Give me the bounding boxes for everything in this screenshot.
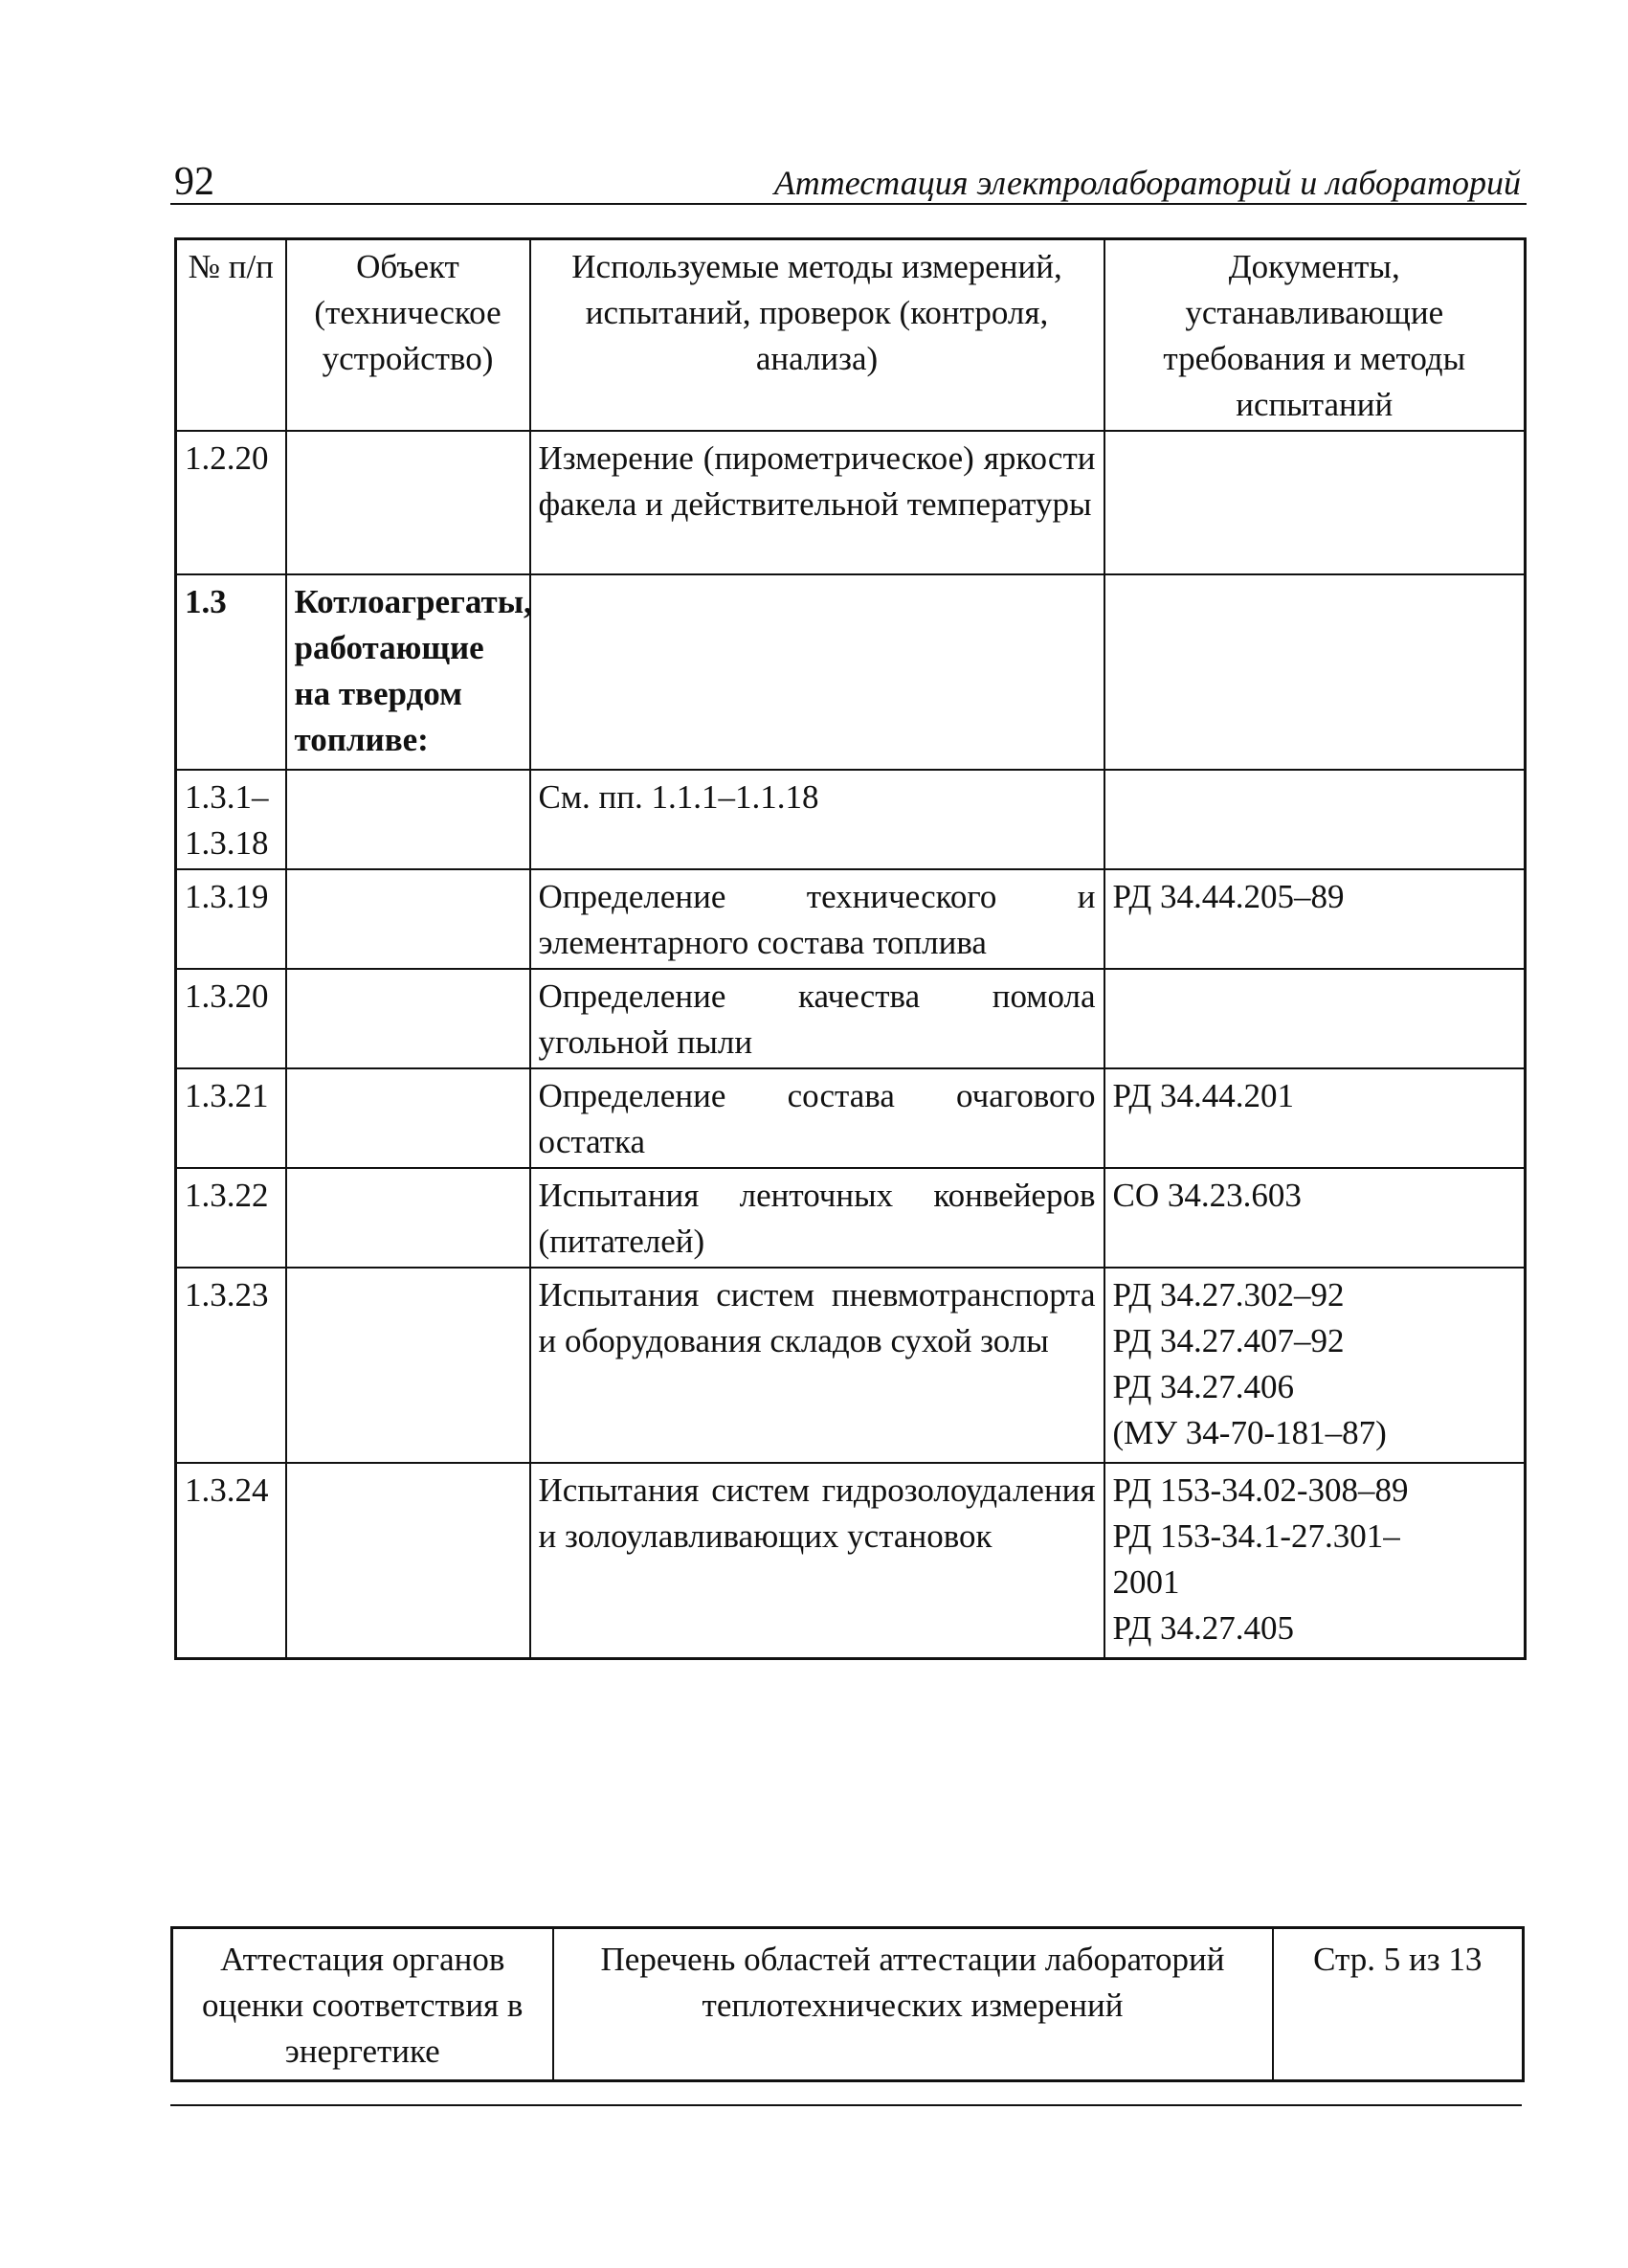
table-row bbox=[176, 1463, 1526, 1658]
document-reference: РД 153-34.1-27.301– bbox=[1112, 1517, 1400, 1555]
row-number: 1.2.20 bbox=[176, 431, 286, 574]
table-row bbox=[176, 1268, 1526, 1463]
table-row bbox=[176, 969, 1526, 1068]
document-reference: РД 34.27.406 bbox=[1112, 1368, 1294, 1405]
row-documents bbox=[1104, 969, 1526, 1068]
document-reference: 2001 bbox=[1112, 1563, 1180, 1601]
row-method: Измерение (пирометрическое) яркости факела и действительной температуры bbox=[530, 431, 1104, 574]
row-number: 1.3.24 bbox=[176, 1463, 286, 1658]
column-header-number: № п/п bbox=[176, 239, 286, 432]
document-reference: РД 34.27.405 bbox=[1112, 1609, 1294, 1647]
row-object bbox=[286, 1068, 530, 1168]
table-row bbox=[176, 574, 1526, 770]
document-reference: (МУ 34-70-181–87) bbox=[1112, 1414, 1387, 1451]
table-row bbox=[176, 869, 1526, 969]
row-object bbox=[286, 869, 530, 969]
table-row bbox=[176, 1068, 1526, 1168]
row-method bbox=[530, 574, 1104, 770]
row-method: Испытания ленточных конвейеров (питателей) bbox=[530, 1168, 1104, 1268]
row-number: 1.3 bbox=[176, 574, 286, 770]
row-object bbox=[286, 969, 530, 1068]
row-object bbox=[286, 770, 530, 869]
row-method: Определение технического и элементарного состава топлива bbox=[530, 869, 1104, 969]
row-documents bbox=[1104, 1463, 1526, 1658]
running-title: Аттестация электролабораторий и лабораторий bbox=[773, 164, 1521, 202]
row-number: 1.3.22 bbox=[176, 1168, 286, 1268]
row-method: Испытания систем пневмотранспорта и оборудования складов сухой золы bbox=[530, 1268, 1104, 1463]
row-documents bbox=[1104, 770, 1526, 869]
footer-document-title: Перечень областей аттестации лабораторий теплотехнических измерений bbox=[553, 1928, 1273, 2081]
document-reference: РД 34.44.205–89 bbox=[1112, 878, 1345, 915]
row-number: 1.3.1–1.3.18 bbox=[176, 770, 286, 869]
document-reference: РД 153-34.02-308–89 bbox=[1112, 1471, 1409, 1509]
row-object bbox=[286, 1168, 530, 1268]
row-number: 1.3.21 bbox=[176, 1068, 286, 1168]
document-footer bbox=[170, 1926, 1525, 2082]
footer-organization: Аттестация органов оценки соответствия в энергетике bbox=[172, 1928, 553, 2081]
row-object: Котлоагрегаты, работающие на твердом топливе: bbox=[286, 574, 530, 770]
column-header-documents: Документы, устанавливающие требования и методы испытаний bbox=[1104, 239, 1526, 432]
row-documents bbox=[1104, 431, 1526, 574]
row-object bbox=[286, 1463, 530, 1658]
table-row bbox=[176, 770, 1526, 869]
footer-divider bbox=[170, 2104, 1522, 2106]
page-header bbox=[170, 153, 1527, 205]
row-documents bbox=[1104, 574, 1526, 770]
column-header-methods: Используемые методы измерений, испытаний, проверок (контроля, анализа) bbox=[530, 239, 1104, 432]
row-number: 1.3.19 bbox=[176, 869, 286, 969]
row-documents bbox=[1104, 869, 1526, 969]
row-object bbox=[286, 431, 530, 574]
row-object bbox=[286, 1268, 530, 1463]
document-reference: РД 34.44.201 bbox=[1112, 1077, 1294, 1114]
footer-page-indicator: Стр. 5 из 13 bbox=[1273, 1928, 1524, 2081]
document-reference: СО 34.23.603 bbox=[1112, 1177, 1302, 1214]
table-row bbox=[176, 1168, 1526, 1268]
row-documents bbox=[1104, 1268, 1526, 1463]
row-number: 1.3.20 bbox=[176, 969, 286, 1068]
document-reference: РД 34.27.302–92 bbox=[1112, 1276, 1345, 1314]
row-method: См. пп. 1.1.1–1.1.18 bbox=[530, 770, 1104, 869]
page-number: 92 bbox=[174, 160, 214, 204]
row-method: Определение состава очагового остатка bbox=[530, 1068, 1104, 1168]
row-method: Определение качества помола угольной пыли bbox=[530, 969, 1104, 1068]
row-documents bbox=[1104, 1168, 1526, 1268]
attestation-table bbox=[174, 237, 1527, 1660]
row-documents bbox=[1104, 1068, 1526, 1168]
document-reference: РД 34.27.407–92 bbox=[1112, 1322, 1345, 1359]
row-number: 1.3.23 bbox=[176, 1268, 286, 1463]
table-row bbox=[176, 431, 1526, 574]
row-method: Испытания систем гидрозолоудаления и золоулавливающих установок bbox=[530, 1463, 1104, 1658]
table-header-row bbox=[176, 239, 1526, 432]
column-header-object: Объект (техническое устройство) bbox=[286, 239, 530, 432]
